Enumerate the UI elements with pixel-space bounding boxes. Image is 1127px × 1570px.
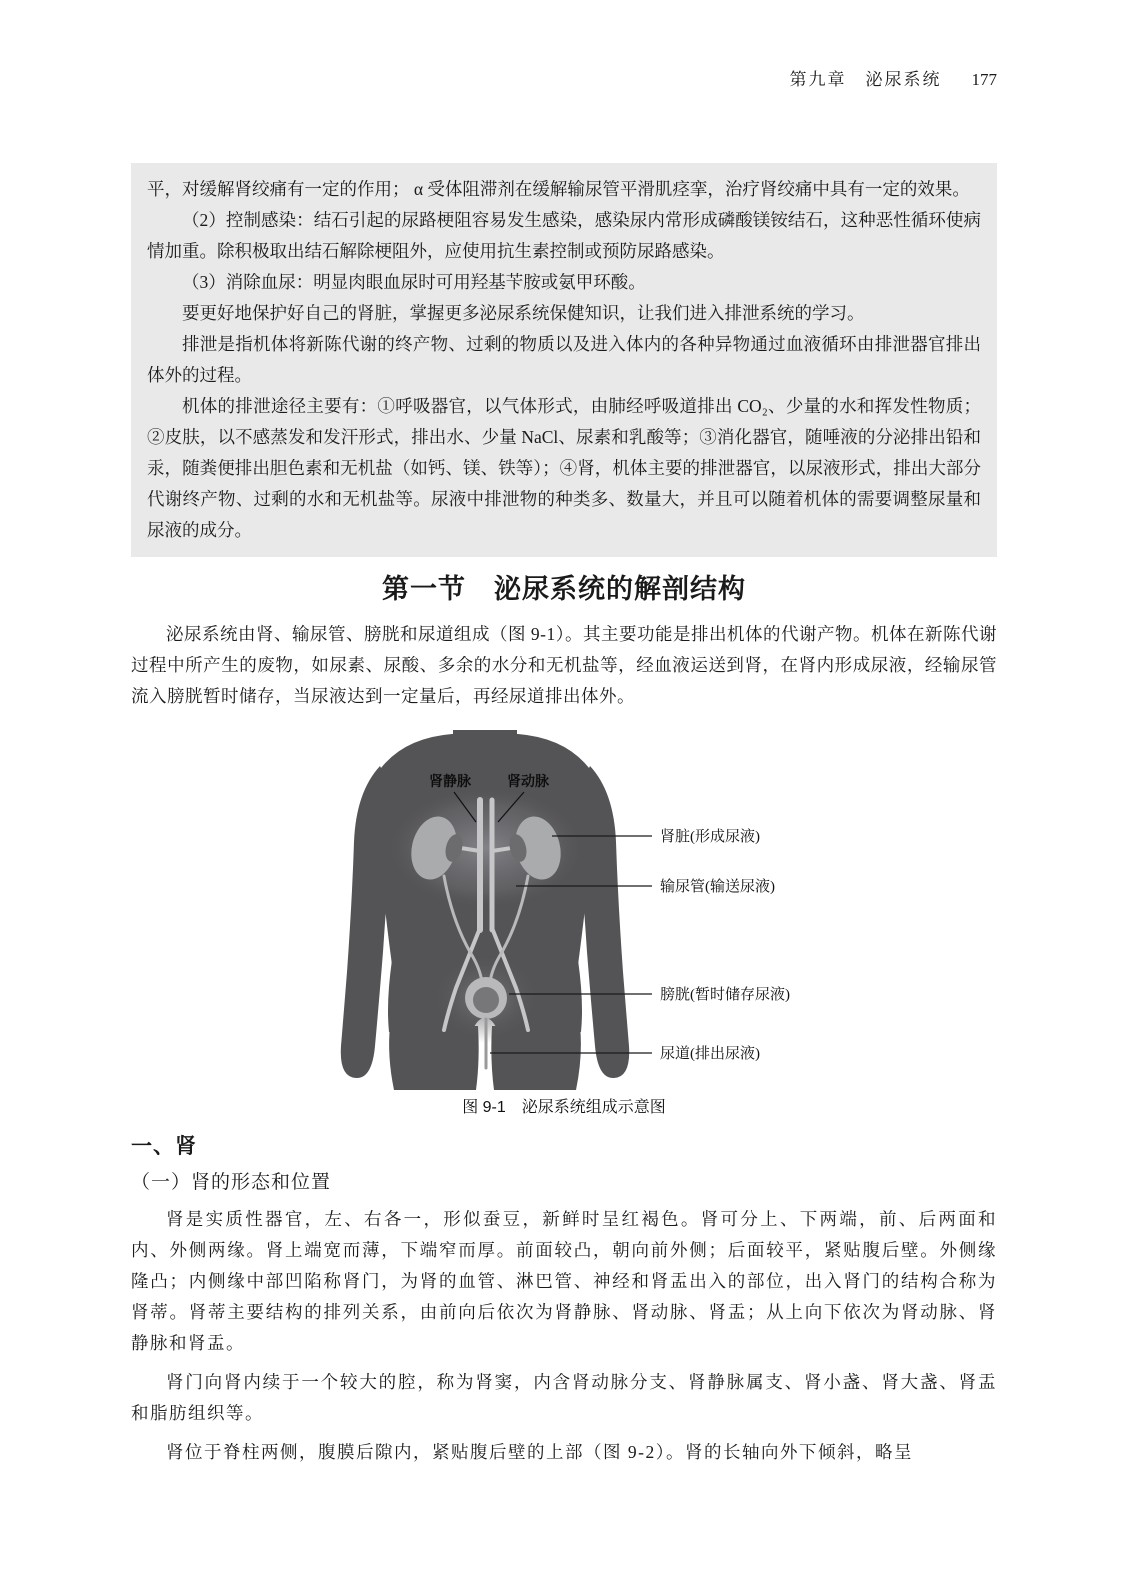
- urinary-system-diagram: [330, 730, 990, 1090]
- page-number: 177: [971, 70, 997, 89]
- box-paragraph: 平，对缓解肾绞痛有一定的作用； α 受体阻滞剂在缓解输尿管平滑肌痉挛，治疗肾绞痛中具有一定的效果。: [147, 179, 970, 199]
- kidney-label: 肾脏(形成尿液): [660, 829, 760, 845]
- box-paragraph: 机体的排泄途径主要有：①呼吸器官，以气体形式，由肺经呼吸道排出 CO₂、少量的水和挥发性物质；②皮肤，以不感蒸发和发汗形式，排出水、少量 NaCl、尿素和乳酸等；③消化器官，随唾液的分泌排出铅和汞，随粪便排出胆色素和无机盐（如钙、镁、铁等）；④肾，机体主要的排泄器官，以尿液形式，排出大部分代谢终产物、过剩的水和无机盐等。尿液中排泄物的种类多、数量大，并且可以随着机体的需要调整尿量和尿液的成分。: [147, 396, 981, 540]
- review-box: [131, 163, 997, 557]
- page-content: [131, 0, 997, 1468]
- bladder-label: 膀胱(暂时储存尿液): [660, 987, 790, 1003]
- box-paragraph: （3）消除血尿：明显肉眼血尿时可用羟基苄胺或氨甲环酸。: [182, 272, 646, 292]
- bladder-icon: [465, 977, 507, 1019]
- body-paragraph: 肾位于脊柱两侧，腹膜后隙内，紧贴腹后壁的上部（图 9-2）。肾的长轴向外下倾斜，略呈: [166, 1442, 913, 1462]
- renal-vein-label: 肾静脉: [429, 773, 471, 789]
- body-paragraph: 肾门向肾内续于一个较大的腔，称为肾窦，内含肾动脉分支、肾静脉属支、肾小盏、肾大盏、肾盂和脂肪组织等。: [131, 1372, 997, 1423]
- heading-kidney: 一、肾: [131, 1135, 197, 1158]
- urethra-label: 尿道(排出尿液): [660, 1046, 760, 1062]
- figure-9-1: [330, 730, 990, 1090]
- renal-artery-label: 肾动脉: [507, 773, 549, 789]
- running-head: [131, 65, 997, 90]
- box-paragraph: 要更好地保护好自己的肾脏，掌握更多泌尿系统保健知识，让我们进入排泄系统的学习。: [182, 303, 865, 323]
- box-paragraph: 排泄是指机体将新陈代谢的终产物、过剩的物质以及进入体内的各种异物通过血液循环由排泄器官排出体外的过程。: [147, 334, 981, 385]
- body-paragraph: 肾是实质性器官，左、右各一，形似蚕豆，新鲜时呈红褐色。肾可分上、下两端，前、后两面和内、外侧两缘。肾上端宽而薄，下端窄而厚。前面较凸，朝向前外侧；后面较平，紧贴腹后壁。外侧缘隆凸；内侧缘中部凹陷称肾门，为肾的血管、淋巴管、神经和肾盂出入的部位，出入肾门的结构合称为肾蒂。肾蒂主要结构的排列关系，由前向后依次为肾静脉、肾动脉、肾盂；从上向下依次为肾动脉、肾静脉和肾盂。: [131, 1209, 997, 1353]
- ureter-label: 输尿管(输送尿液): [660, 879, 775, 895]
- box-paragraph: （2）控制感染：结石引起的尿路梗阻容易发生感染，感染尿内常形成磷酸镁铵结石，这种恶性循环使病情加重。除积极取出结石解除梗阻外，应使用抗生素控制或预防尿路感染。: [147, 210, 981, 261]
- chapter-title: 第九章 泌尿系统: [789, 70, 942, 89]
- section-title: 第一节 泌尿系统的解剖结构: [382, 574, 746, 604]
- section-intro-paragraph: 泌尿系统由肾、输尿管、膀胱和尿道组成（图 9-1）。其主要功能是排出机体的代谢产物。机体在新陈代谢过程中所产生的废物，如尿素、尿酸、多余的水分和无机盐等，经血液运送到肾，在肾内形成尿液，经输尿管流入膀胱暂时储存，当尿液达到一定量后，再经尿道排出体外。: [131, 624, 997, 706]
- subheading-kidney-shape-position: （一）肾的形态和位置: [131, 1172, 332, 1193]
- figure-caption: 图 9-1 泌尿系统组成示意图: [462, 1099, 666, 1116]
